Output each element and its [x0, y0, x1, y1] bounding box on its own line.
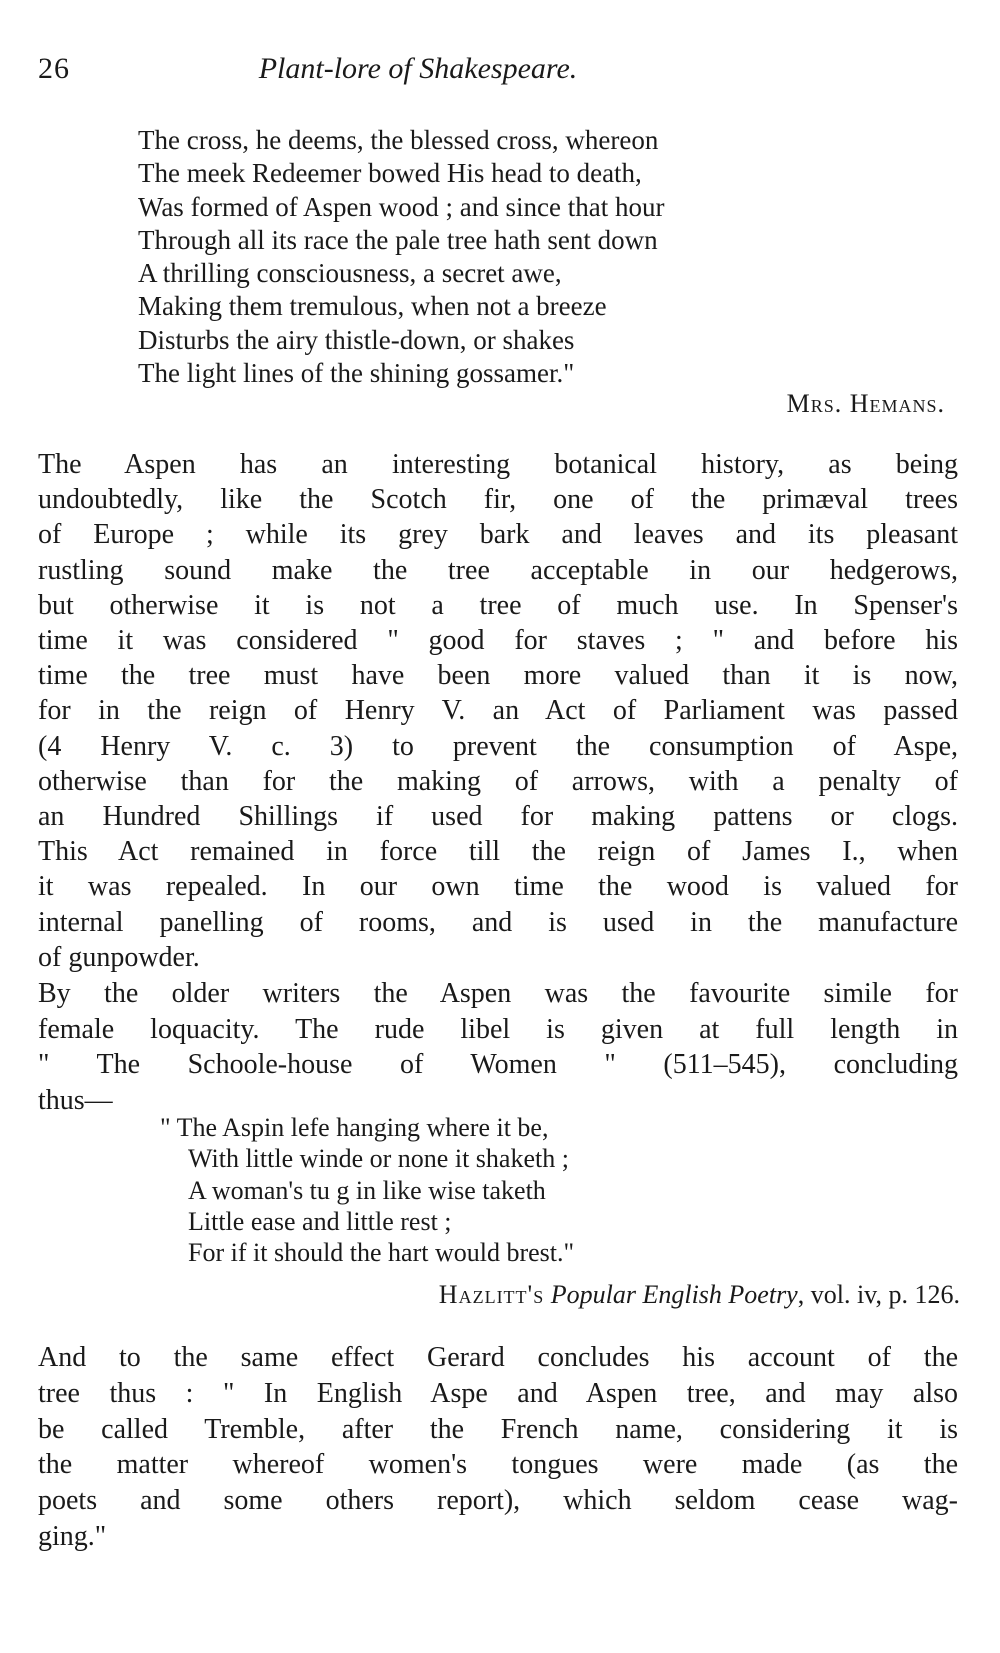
paragraph-aspen-history	[38, 447, 958, 975]
text-line: of Europe ; while its grey bark and leaves and its pleasant	[38, 519, 958, 551]
page-number: 26	[38, 52, 70, 85]
verse-line: Making them tremulous, when not a breeze	[138, 291, 607, 322]
text-line: And to the same effect Gerard concludes his account of the	[38, 1342, 958, 1373]
text-line: time it was considered " good for staves ; " and before his	[38, 625, 958, 657]
verse-line: A thrilling consciousness, a secret awe,	[138, 258, 562, 289]
text-line: for in the reign of Henry V. an Act of Parliament was passed	[38, 695, 958, 727]
verse-line: Disturbs the airy thistle-down, or shakes	[138, 324, 575, 355]
verse-line: Little ease and little rest ;	[188, 1206, 452, 1236]
text-line: it was repealed. In our own time the wood is valued for	[38, 871, 958, 903]
attribution-work: Popular English Poetry	[550, 1280, 798, 1309]
text-line: poets and some others report), which seldom cease wag-	[38, 1485, 958, 1517]
text-line: otherwise than for the making of arrows, with a penalty of	[38, 765, 958, 797]
verse-line: Was formed of Aspen wood ; and since that hour	[138, 191, 665, 222]
verse-attribution	[439, 1280, 960, 1310]
text-line: tree thus : " In English Aspe and Aspen tree, and may also	[38, 1377, 958, 1409]
paragraph-female-loquacity	[38, 976, 958, 1118]
text-line: By the older writers the Aspen was the favourite simile for	[38, 978, 958, 1009]
verse-hemans	[138, 124, 664, 390]
text-line: ging."	[38, 1520, 107, 1552]
verse-line: The cross, he deems, the blessed cross, whereon	[138, 125, 659, 155]
attribution-author: Hazlitt's	[438, 1280, 545, 1309]
attribution-citation: , vol. iv, p. 126.	[797, 1280, 960, 1309]
verse-line: With little winde or none it shaketh ;	[188, 1144, 569, 1174]
text-line: but otherwise it is not a tree of much use. In Spenser's	[38, 589, 958, 621]
text-line: internal panelling of rooms, and is used in the manufacture	[38, 906, 958, 938]
text-line: female loquacity. The rude libel is given at full length in	[38, 1013, 958, 1045]
page-header	[38, 52, 958, 92]
text-line: rustling sound make the tree acceptable in our hedgerows,	[38, 554, 958, 586]
text-line: time the tree must have been more valued than it is now,	[38, 660, 958, 692]
text-line: undoubtedly, like the Scotch fir, one of the primæval trees	[38, 484, 958, 516]
text-line: be called Tremble, after the French name, considering it is	[38, 1413, 958, 1445]
text-line: an Hundred Shillings if used for making pattens or clogs.	[38, 801, 958, 833]
verse-schoole-house	[160, 1112, 574, 1268]
verse-attribution: Mrs. Hemans.	[786, 389, 945, 418]
text-line: This Act remained in force till the reign of James I., when	[38, 836, 958, 868]
verse-line: Through all its race the pale tree hath sent down	[138, 224, 658, 255]
paragraph-gerard	[38, 1340, 958, 1555]
text-line: the matter whereof women's tongues were made (as the	[38, 1449, 958, 1481]
verse-line: " The Aspin lefe hanging where it be,	[160, 1113, 549, 1142]
verse-line: The light lines of the shining gossamer."	[138, 358, 575, 389]
text-line: thus—	[38, 1084, 113, 1116]
text-line: (4 Henry V. c. 3) to prevent the consumption of Aspe,	[38, 730, 958, 762]
text-line: of gunpowder.	[38, 941, 200, 973]
text-line: The Aspen has an interesting botanical history, as being	[38, 449, 958, 480]
verse-line: A woman's tu g in like wise taketh	[188, 1175, 546, 1205]
verse-line: The meek Redeemer bowed His head to death,	[138, 158, 642, 189]
running-title: Plant-lore of Shakespeare.	[258, 52, 578, 85]
text-line: " The Schoole-house of Women " (511–545), concluding	[38, 1049, 958, 1080]
verse-line: For if it should the hart would brest."	[188, 1238, 575, 1268]
